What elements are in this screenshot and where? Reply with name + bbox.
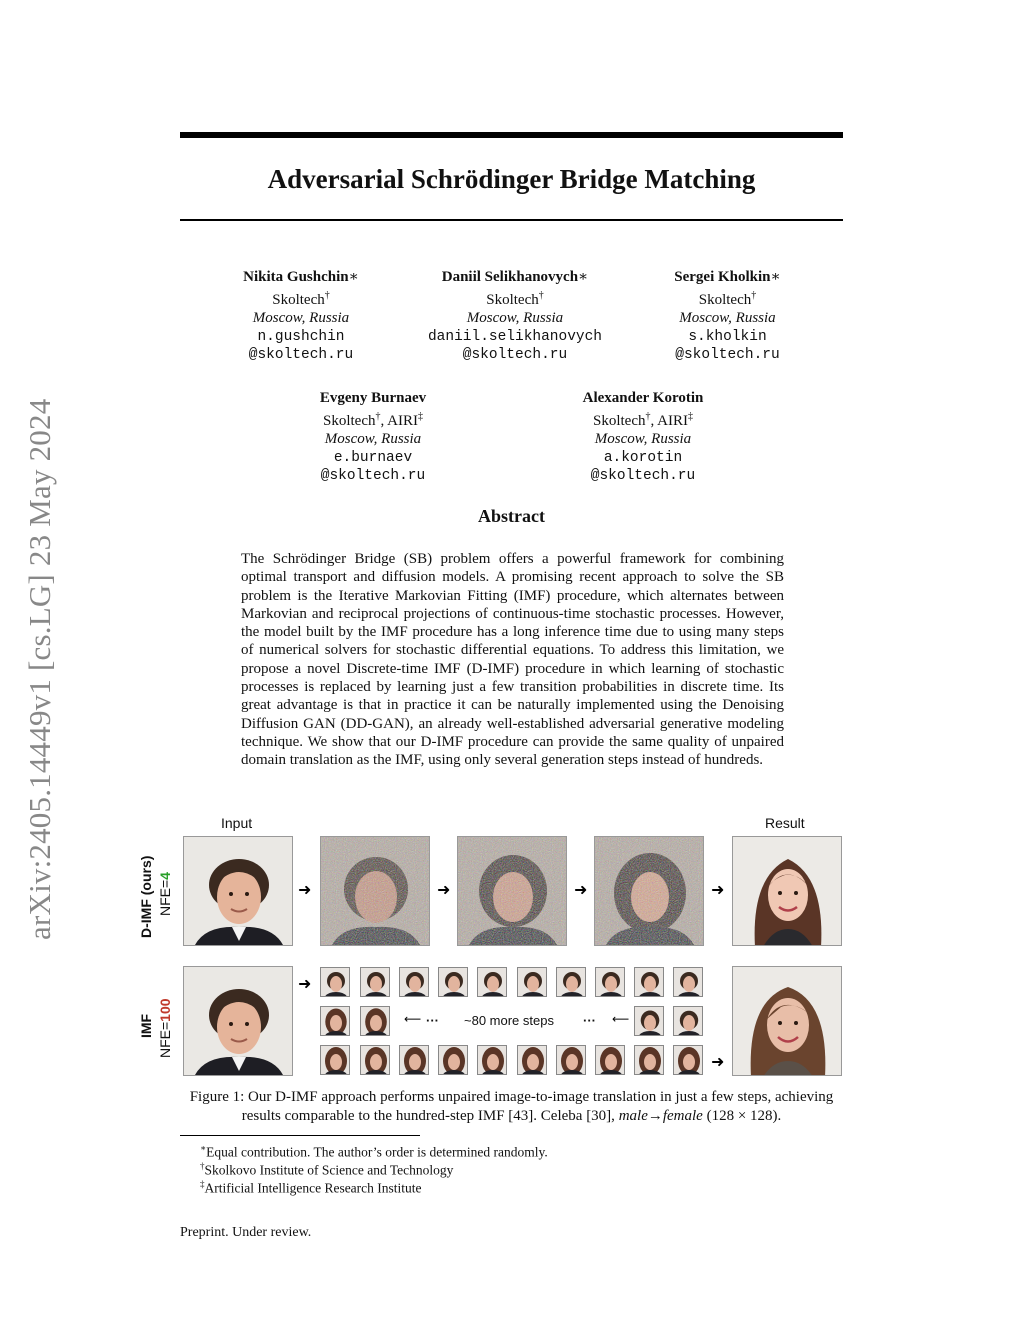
face-thumbnail-icon xyxy=(439,1046,468,1075)
paper-title: Adversarial Schrödinger Bridge Matching xyxy=(267,164,756,194)
affiliation-mark: † xyxy=(375,410,381,422)
face-thumbnail-icon xyxy=(596,1046,625,1075)
step-thumbnail xyxy=(634,1006,664,1036)
step-thumbnail xyxy=(595,1045,625,1075)
footnote-mark: ‡ xyxy=(200,1179,205,1189)
arrow-right-icon: ➜ xyxy=(711,1052,725,1071)
author-city: Moscow, Russia xyxy=(252,310,350,326)
author-name: Sergei Kholkin xyxy=(674,269,771,285)
row-nfe-dimf xyxy=(157,872,173,916)
face-thumbnail-icon xyxy=(674,1046,703,1075)
footnote-text: Skolkovo Institute of Science and Technology xyxy=(204,1162,454,1178)
caption-text: Figure 1: Our D-IMF approach performs unpaired image-to-image translation in just a few steps, achieving results comparable to the hundred-step IMF [43]. Celeba [30], xyxy=(189,1089,834,1124)
result-image xyxy=(732,836,842,946)
face-thumbnail-icon xyxy=(478,1046,507,1075)
method-name: IMF xyxy=(138,1013,154,1038)
face-thumbnail-icon xyxy=(518,1046,547,1075)
ellipsis: ··· xyxy=(583,1013,596,1028)
face-thumbnail-icon xyxy=(400,1046,429,1075)
affiliation-mark-2: ‡ xyxy=(688,410,693,422)
step-thumbnail xyxy=(320,1006,350,1036)
author-city: Moscow, Russia xyxy=(679,310,776,326)
face-thumbnail-icon xyxy=(361,1046,390,1075)
author-name: Evgeny Burnaev xyxy=(319,390,427,406)
step-thumbnail xyxy=(556,1045,586,1075)
title-bottom-rule xyxy=(180,219,843,221)
step-thumbnail xyxy=(556,967,586,997)
author-email-domain: @skoltech.ru xyxy=(320,468,426,484)
step-thumbnail xyxy=(477,1045,507,1075)
noisy-step-image xyxy=(457,836,567,946)
arxiv-identifier: arXiv:2405.14449v1 [cs.LG] 23 May 2024 xyxy=(22,398,57,940)
face-thumbnail-icon xyxy=(596,968,625,997)
female-face-icon xyxy=(733,967,842,1076)
author-email-domain: @skoltech.ru xyxy=(248,347,354,363)
footnote xyxy=(200,1175,422,1198)
affiliation-mark: † xyxy=(538,289,544,301)
caption-italic: male→female xyxy=(618,1108,703,1124)
face-thumbnail-icon xyxy=(361,968,390,997)
step-thumbnail xyxy=(517,967,547,997)
affiliation-mark-2: ‡ xyxy=(418,410,423,422)
step-thumbnail xyxy=(634,967,664,997)
face-thumbnail-icon xyxy=(674,968,703,997)
noisy-step-image xyxy=(594,836,704,946)
author-block xyxy=(645,268,810,365)
author-email-domain: @skoltech.ru xyxy=(590,468,696,484)
step-thumbnail xyxy=(477,967,507,997)
author-name: Daniil Selikhanovych xyxy=(441,269,579,285)
author-email: e.burnaev xyxy=(333,449,413,466)
author-email: a.korotin xyxy=(603,449,683,466)
author-mark: ∗ xyxy=(348,269,359,285)
arrow-right-icon: ➜ xyxy=(437,880,451,899)
face-thumbnail-icon xyxy=(321,1046,350,1075)
author-name: Nikita Gushchin xyxy=(243,269,349,285)
arrow-right-icon: ➜ xyxy=(574,880,588,899)
face-thumbnail-icon xyxy=(321,968,350,997)
author-block xyxy=(557,389,729,486)
author-mark: ∗ xyxy=(578,269,589,285)
author-block xyxy=(410,268,620,365)
preprint-notice: Preprint. Under review. xyxy=(180,1225,312,1240)
face-thumbnail-icon xyxy=(478,968,507,997)
author-affiliation: Skoltech xyxy=(486,291,539,308)
title-top-rule xyxy=(180,132,843,138)
face-thumbnail-icon xyxy=(321,1007,350,1036)
female-face-icon xyxy=(733,837,842,946)
author-mark: ∗ xyxy=(770,269,781,285)
author-affiliation: Skoltech xyxy=(698,291,752,308)
noisy-step-image xyxy=(320,836,430,946)
author-affiliation-2: , AIRI xyxy=(650,412,688,429)
nfe-prefix: NFE= xyxy=(157,1021,173,1058)
row-label-imf xyxy=(138,1014,154,1038)
affiliation-mark: † xyxy=(751,289,757,301)
ellipsis: ··· xyxy=(426,1013,439,1028)
abstract-heading: Abstract xyxy=(478,506,545,526)
author-affiliation: Skoltech xyxy=(323,412,376,429)
author-affiliation-2: , AIRI xyxy=(380,412,418,429)
row-nfe-imf xyxy=(157,998,173,1058)
author-city: Moscow, Russia xyxy=(324,431,422,447)
step-thumbnail xyxy=(320,1045,350,1075)
input-image xyxy=(183,966,293,1076)
abstract-text: The Schrödinger Bridge (SB) problem offers a powerful framework for combining optimal transport and diffusion models. A promising recent approach to solve the SB problem is the Iterative Markovian Fitting (IMF) procedure, which alternates between Markovian and reciprocal projections of continuous-time stochastic processes. However, the model built by the IMF procedure has a long inference time due to using many steps of numerical solvers for stochastic differential equations. To address this limitation, we propose a novel Discrete-time IMF (D-IMF) procedure in which learning of stochastic processes is replaced by learning just a few transition probabilities in discrete time. Its great advantage is that in practice it can be naturally implemented using the Denoising Diffusion GAN (DD-GAN), an already well-established adversarial generative modeling technique. We show that our D-IMF procedure can provide the same quality of unpaired domain translation as the IMF, using only several generation steps instead of hundreds. xyxy=(241,551,784,769)
author-block xyxy=(293,389,453,486)
step-thumbnail xyxy=(673,1045,703,1075)
arrow-right-icon: ➜ xyxy=(711,880,725,899)
author-email-domain: @skoltech.ru xyxy=(462,347,568,363)
noisy-face-icon xyxy=(321,837,430,946)
result-label: Result xyxy=(765,815,805,831)
step-thumbnail xyxy=(438,967,468,997)
footnote-text: Equal contribution. The author’s order is determined randomly. xyxy=(206,1144,548,1160)
author-city: Moscow, Russia xyxy=(466,310,564,326)
nfe-value: 4 xyxy=(157,872,173,880)
face-thumbnail-icon xyxy=(361,1007,390,1036)
face-thumbnail-icon xyxy=(557,968,586,997)
author-email: s.kholkin xyxy=(688,328,767,345)
male-face-icon xyxy=(184,837,293,946)
step-thumbnail xyxy=(438,1045,468,1075)
author-affiliation: Skoltech xyxy=(593,412,646,429)
affiliation-mark: † xyxy=(645,410,651,422)
male-face-icon xyxy=(184,967,293,1076)
step-thumbnail xyxy=(517,1045,547,1075)
face-thumbnail-icon xyxy=(635,1046,664,1075)
nfe-prefix: NFE= xyxy=(157,879,173,916)
footnote-text: Artificial Intelligence Research Institute xyxy=(204,1180,422,1196)
step-thumbnail xyxy=(399,1045,429,1075)
step-thumbnail xyxy=(360,967,390,997)
step-thumbnail xyxy=(399,967,429,997)
figure-caption xyxy=(180,1088,843,1126)
face-thumbnail-icon xyxy=(400,968,429,997)
author-city: Moscow, Russia xyxy=(594,431,692,447)
author-email-domain: @skoltech.ru xyxy=(675,347,780,363)
author-email: n.gushchin xyxy=(257,328,345,345)
author-name: Alexander Korotin xyxy=(582,390,704,406)
face-thumbnail-icon xyxy=(635,968,664,997)
face-thumbnail-icon xyxy=(674,1007,703,1036)
row-label-dimf xyxy=(138,856,154,938)
arrow-left-icon: ⟵ xyxy=(612,1012,630,1026)
author-block xyxy=(211,268,391,365)
step-thumbnail xyxy=(634,1045,664,1075)
step-thumbnail xyxy=(320,967,350,997)
arrow-left-icon: ⟵ xyxy=(404,1012,422,1026)
step-thumbnail xyxy=(673,1006,703,1036)
method-name: D-IMF (ours) xyxy=(138,855,154,938)
face-thumbnail-icon xyxy=(557,1046,586,1075)
affiliation-mark: † xyxy=(324,289,330,301)
noisy-face-icon xyxy=(595,837,704,946)
step-thumbnail xyxy=(360,1045,390,1075)
more-steps-label: ~80 more steps xyxy=(464,1013,554,1028)
result-image xyxy=(732,966,842,1076)
face-thumbnail-icon xyxy=(439,968,468,997)
footnote-mark: † xyxy=(200,1161,205,1171)
step-thumbnail xyxy=(673,967,703,997)
input-image xyxy=(183,836,293,946)
author-affiliation: Skoltech xyxy=(272,291,325,308)
noisy-face-icon xyxy=(458,837,567,946)
footnote-rule xyxy=(180,1135,420,1136)
face-thumbnail-icon xyxy=(635,1007,664,1036)
step-thumbnail xyxy=(595,967,625,997)
arrow-right-icon: ➜ xyxy=(298,974,312,993)
footnote-mark: ∗ xyxy=(200,1143,207,1153)
face-thumbnail-icon xyxy=(518,968,547,997)
input-label: Input xyxy=(221,815,253,831)
arrow-right-icon: ➜ xyxy=(298,880,312,899)
nfe-value: 100 xyxy=(157,998,173,1022)
caption-suffix: (128 × 128). xyxy=(702,1108,782,1124)
author-email: daniil.selikhanovych xyxy=(427,328,603,345)
step-thumbnail xyxy=(360,1006,390,1036)
